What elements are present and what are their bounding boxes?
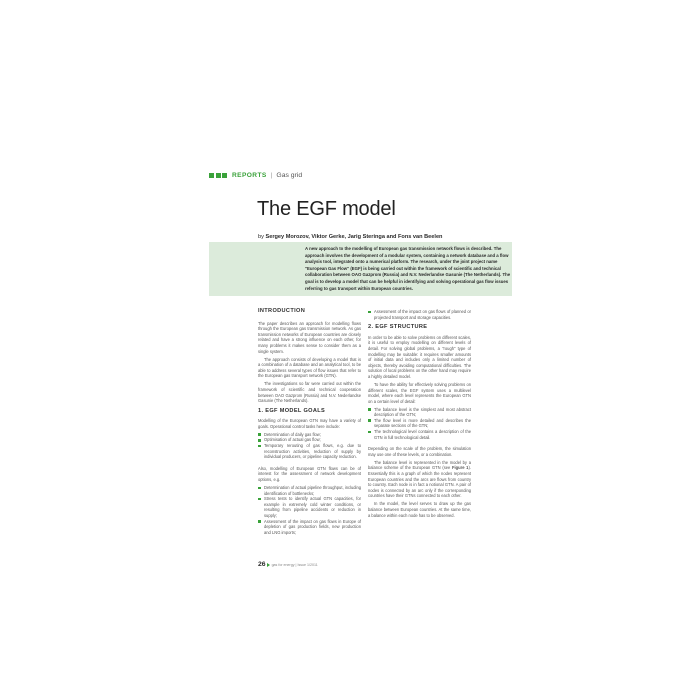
column-left bbox=[258, 309, 361, 538]
subsection-label: Gas grid bbox=[276, 171, 303, 179]
list-item: Stress tests to identify actual GTN capacities, for example in extremely cold winter conditions, or resulting from pipeline accidents or reduction in supply; bbox=[258, 496, 361, 518]
intro-heading: INTRODUCTION bbox=[258, 308, 306, 314]
paragraph: In the model, the level serves to draw up the gas balance between European countries. At the same time, a balance within each node has to be observed. bbox=[368, 501, 471, 518]
green-square-icon bbox=[216, 173, 221, 178]
column-right bbox=[368, 309, 471, 521]
paragraph: Also, modelling of European GTN flows can be of interest for the assessment of network development options, e.g. bbox=[258, 465, 361, 483]
triangle-marker-icon bbox=[267, 563, 270, 567]
green-square-icon bbox=[209, 173, 214, 178]
header-separator: | bbox=[270, 171, 273, 179]
structure-heading: 2. EGF STRUCTURE bbox=[368, 324, 428, 331]
byline bbox=[258, 234, 442, 240]
list-item: Optimisation of actual gas flow; bbox=[258, 437, 361, 443]
list-item: Temporary rerouting of gas flows, e.g. due to reconstruction activities, reduction of supply by individual producers, or pipeline capacity reduction. bbox=[258, 443, 361, 460]
figure-reference: Figure 1 bbox=[451, 465, 469, 471]
list-item: The technological level contains a description of the GTN in full technological detail. bbox=[368, 429, 471, 440]
bullet-list bbox=[368, 309, 471, 320]
green-square-icon bbox=[222, 173, 227, 178]
bullet-list bbox=[258, 485, 361, 535]
byline-authors: Sergey Morozov, Viktor Gerke, Jarig Steringa and Fons van Beelen bbox=[265, 234, 443, 240]
page-number: 26 bbox=[258, 561, 266, 568]
bullet-list bbox=[368, 407, 471, 441]
list-item: Assessment of the impact on gas flows in Europe of depletion of gas production fields, new production and LNG imports; bbox=[258, 519, 361, 536]
list-item: Determination of daily gas flow; bbox=[258, 432, 361, 438]
list-item: The balance level is the simplest and most abstract description of the GTN; bbox=[368, 407, 471, 418]
paragraph: The paper describes an approach for modelling flows through the European gas transmission network. As gas transmission networks of European countries are closely related and have a strong influence on each other, for many problems it makes sense to consider them as a single system. bbox=[258, 320, 361, 354]
section-header bbox=[209, 168, 302, 182]
list-item: The flow level is more detailed and describes the separate sections of the GTN; bbox=[368, 418, 471, 429]
goals-heading: 1. EGF MODEL GOALS bbox=[258, 407, 326, 414]
section-label: REPORTS bbox=[232, 171, 267, 179]
publication-name: gas for energy | Issue 1/2011 bbox=[271, 562, 318, 567]
byline-prefix: by bbox=[258, 234, 264, 240]
page-footer bbox=[258, 561, 318, 568]
paragraph: To have the ability for effectively solving problems on different scales, the EGF system uses a multilevel model, where each level represents the European GTN on a certain level of detail: bbox=[368, 381, 471, 404]
paragraph: Depending on the scale of the problem, the simulation may use one of these levels, or a combination. bbox=[368, 446, 471, 457]
paragraph: Modelling of the European GTN may have a variety of goals. Operational control tasks here include: bbox=[258, 418, 361, 429]
bullet-list bbox=[258, 432, 361, 460]
paragraph: The approach consists of developing a model that is a combination of a database and an analytical tool, to be able to address several types of flow issues that refer to the European gas transport network (GTN). bbox=[258, 356, 361, 379]
text-span: The balance level is represented in the model by a balance scheme of the European GTN (see bbox=[368, 459, 471, 471]
list-item: Determination of actual pipeline throughput, including identification of bottlenecks; bbox=[258, 485, 361, 496]
abstract-box bbox=[209, 242, 512, 296]
paragraph bbox=[368, 460, 471, 499]
paragraph: In order to be able to solve problems on different scales, it is useful to employ modelling on different levels of detail. For solving global problems, a "rough" type of modelling may be suitable: it requires smaller amounts of initial data and includes only a limited number of objects, thereby avoiding computational difficulties. The solution of local problems on the other hand may require a highly detailed model. bbox=[368, 334, 471, 379]
abstract-text: A new approach to the modelling of European gas transmission network flows is described. The approach involves the development of a modular system, containing a network database and a flow analysis tool, integrated onto a numerical platform. The research, under the joint project name "European Gas Flow" (EGF) is being carried out within the framework of scientific and technical collaboration between OAO Gazprom (Russia) and N.V. Nederlandse Gasunie (The Netherlands). The goal is to develop a model that can be helpful in identifying and solving operational gas flow issues referring to gas transport within European countries. bbox=[305, 246, 511, 291]
text-span: ). Essentially this is a graph of which the nodes represent European countries and the arcs are flows from country to country. Each node is in fact a notional GTN. A pair of nodes is connected by an arc only if the corresponding countries have their GTNs connected to each other. bbox=[368, 465, 471, 499]
paragraph: The investigations so far were carried out within the framework of scientific and technical cooperation between OAO Gazprom (Russia) and N.V. Nederlandse Gasunie (The Netherlands). bbox=[258, 381, 361, 404]
list-item: Assessment of the impact on gas flows of planned or projected transport and storage capacities. bbox=[368, 309, 471, 320]
article-title: The EGF model bbox=[257, 198, 396, 220]
